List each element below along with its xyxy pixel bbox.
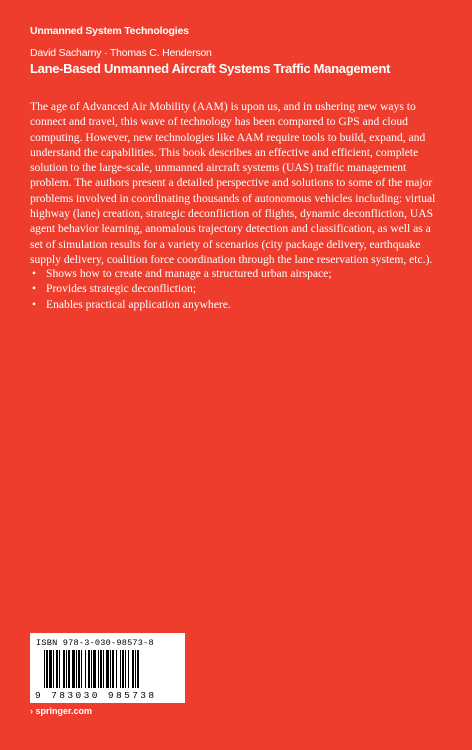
barcode-bar — [103, 650, 104, 688]
book-description: The age of Advanced Air Mobility (AAM) is upon us, and in ushering new ways to connect and travel, this wave of technology has been compared to GPS and cloud computing. However, new technologies like AAM require tools to build, expand, and understand the capabilities. This book describes an effective and efficient, complete solution to the large-scale, unmanned aircraft systems (UAS) traffic management problem. The authors present a detailed perspective and solutions to some of the major problems involved in coordinating thousands of autonomous vehicles including: virtual highway (lane) creation, strategic deconfliction of flights, dynamic deconfliction, UAS agent behavior learning, anomalous trajectory detection and classification, as well as a set of simulation results for a variety of scenarios (city package delivery, earthquake supply delivery, coalition force coordination through the lane reservation system, etc.). — [30, 100, 436, 266]
barcode-bar — [91, 650, 92, 688]
barcode-bar — [63, 650, 65, 688]
barcode-bar — [137, 650, 139, 688]
isbn-label: ISBN 978-3-030-98573-8 — [36, 638, 154, 648]
barcode-bar — [135, 650, 136, 688]
barcode-bar — [46, 650, 48, 688]
barcode-bar — [56, 650, 58, 688]
feature-text: Provides strategic deconfliction; — [46, 282, 197, 296]
barcode-bar — [85, 650, 86, 688]
bullet-icon: • — [32, 282, 37, 296]
barcode-bar — [116, 650, 117, 688]
barcode-bar — [78, 650, 80, 688]
barcode-bar — [68, 650, 70, 688]
series-name: Unmanned System Technologies — [30, 25, 189, 37]
list-item — [30, 281, 442, 296]
list-item — [30, 297, 442, 312]
barcode-bar — [110, 650, 111, 688]
barcode-bar — [66, 650, 67, 688]
barcode-bar — [112, 650, 114, 688]
feature-text: Shows how to create and manage a structured urban airspace; — [46, 267, 332, 280]
barcode-bar — [98, 650, 99, 688]
authors: David Sacharny · Thomas C. Henderson — [30, 47, 212, 59]
barcode-bar — [125, 650, 126, 688]
book-title: Lane-Based Unmanned Aircraft Systems Traffic Management — [30, 61, 391, 76]
barcode-bar — [106, 650, 109, 688]
barcode-bar — [76, 650, 77, 688]
barcode-bar — [128, 650, 129, 688]
barcode-bar — [44, 650, 45, 688]
bullet-icon: • — [32, 297, 37, 311]
publisher-link[interactable]: › springer.com — [30, 706, 93, 716]
barcode-bar — [122, 650, 124, 688]
feature-list — [30, 266, 442, 312]
feature-text: Enables practical application anywhere. — [46, 297, 231, 311]
barcode-bar — [72, 650, 75, 688]
barcode-panel — [30, 633, 185, 703]
bullet-icon: • — [32, 267, 37, 280]
barcode-bar — [49, 650, 52, 688]
list-item — [30, 266, 442, 281]
barcode-bar — [100, 650, 102, 688]
barcode-number: 9 783030 985738 — [35, 690, 157, 701]
barcode-bar — [81, 650, 82, 688]
barcode-icon — [44, 650, 172, 688]
barcode-bar — [88, 650, 90, 688]
barcode-bar — [53, 650, 54, 688]
barcode-bar — [132, 650, 134, 688]
barcode-bar — [120, 650, 121, 688]
barcode-bar — [59, 650, 60, 688]
barcode-bar — [93, 650, 96, 688]
